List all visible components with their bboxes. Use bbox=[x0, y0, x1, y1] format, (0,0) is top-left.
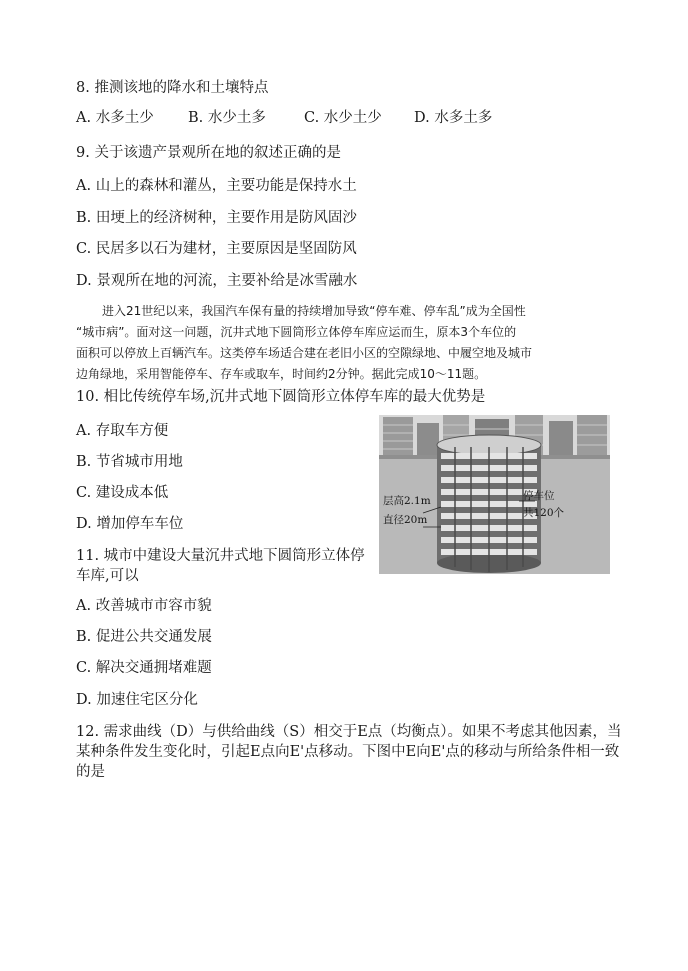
q8-option-a: A. 水多土少 bbox=[76, 110, 154, 126]
q9-option-b: B. 田埂上的经济树种，主要作用是防风固沙 bbox=[76, 210, 357, 226]
q11-option-a: A. 改善城市市容市貌 bbox=[76, 598, 212, 614]
label-diameter: 直径20m bbox=[383, 514, 428, 526]
q12-line: 某种条件发生变化时，引起E点向E'点移动。下图中E向E'点的移动与所给条件相一致 bbox=[76, 744, 620, 760]
parking-garage-figure bbox=[379, 415, 610, 574]
passage-line: “城市病”。面对这一问题，沉井式地下圆筒形立体停车库应运而生，原本3个车位的 bbox=[76, 325, 517, 339]
q9-option-a: A. 山上的森林和灌丛，主要功能是保持水土 bbox=[76, 178, 357, 194]
passage-line: 边角绿地，采用智能停车、存车或取车，时间约2分钟。据此完成10～11题。 bbox=[76, 367, 487, 381]
reading-passage bbox=[76, 301, 616, 385]
q8-options bbox=[76, 108, 492, 128]
q9-option-c: C. 民居多以石为建材，主要原因是坚固防风 bbox=[76, 241, 357, 257]
passage-line: 面积可以停放上百辆汽车。这类停车场适合建在老旧小区的空隙绿地、中履空地及城市 bbox=[76, 346, 533, 360]
q8-option-c: C. 水少土少 bbox=[304, 110, 382, 126]
q10-option-a: A. 存取车方便 bbox=[76, 423, 169, 439]
passage-line: 进入21世纪以来，我国汽车保有量的持续增加导致“停车难、停车乱”成为全国性 bbox=[102, 304, 526, 318]
q12-line: 12. 需求曲线（D）与供给曲线（S）相交于E点（均衡点）。如果不考虑其他因素，当 bbox=[76, 724, 622, 740]
q8-stem: 8. 推测该地的降水和土壤特点 bbox=[76, 80, 269, 96]
q12-line: 的是 bbox=[76, 764, 105, 780]
q12-stem bbox=[76, 722, 622, 782]
label-parking-spaces: 停车位 bbox=[523, 490, 555, 502]
label-parking-count: 共120个 bbox=[523, 507, 565, 519]
q11-option-d: D. 加速住宅区分化 bbox=[76, 692, 198, 708]
q11-option-c: C. 解决交通拥堵难题 bbox=[76, 660, 212, 676]
q8-option-b: B. 水少土多 bbox=[188, 110, 266, 126]
q11-option-b: B. 促进公共交通发展 bbox=[76, 629, 212, 645]
q10-option-b: B. 节省城市用地 bbox=[76, 454, 183, 470]
q9-stem: 9. 关于该遗产景观所在地的叙述正确的是 bbox=[76, 145, 341, 161]
q9-option-d: D. 景观所在地的河流，主要补给是冰雪融水 bbox=[76, 273, 358, 289]
q10-stem: 10. 相比传统停车场,沉井式地下圆筒形立体停车库的最大优势是 bbox=[76, 389, 486, 405]
q8-option-d: D. 水多土多 bbox=[414, 110, 493, 126]
q11-stem-line2: 车库,可以 bbox=[76, 568, 139, 584]
q10-option-d: D. 增加停车车位 bbox=[76, 516, 184, 532]
q10-option-c: C. 建设成本低 bbox=[76, 485, 169, 501]
label-floor-height: 层高2.1m bbox=[383, 495, 431, 507]
q11-stem-line1: 11. 城市中建设大量沉井式地下圆筒形立体停 bbox=[76, 548, 365, 564]
